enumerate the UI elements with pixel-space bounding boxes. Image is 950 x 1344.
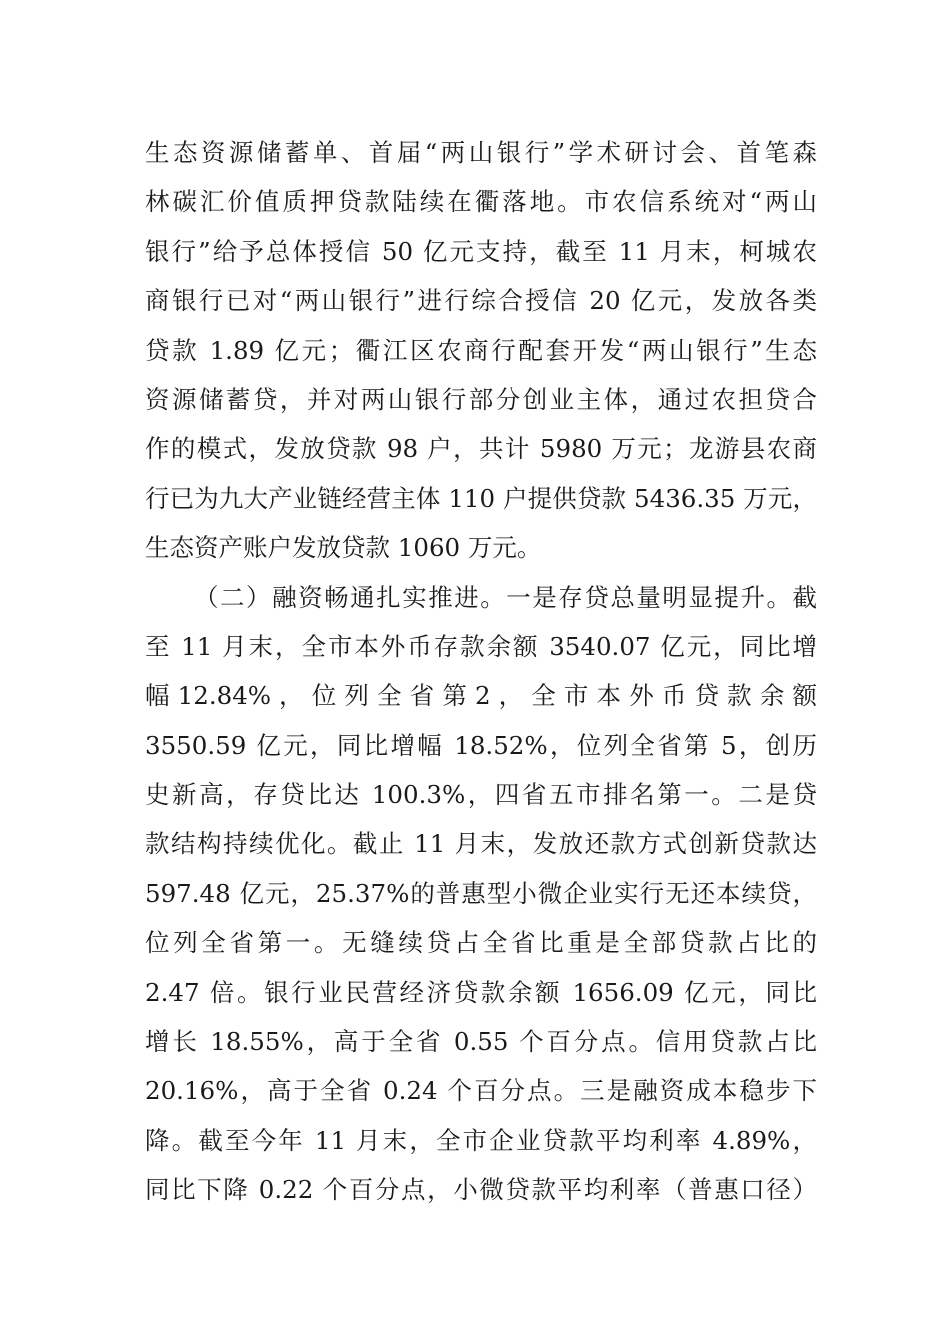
text-line: 增长 18.55%，高于全省 0.55 个百分点。信用贷款占比 (145, 1027, 817, 1057)
text-line: 降。截至今年 11 月末，全市企业贷款平均利率 4.89%， (145, 1125, 817, 1155)
text-line: 银行”给予总体授信 50 亿元支持，截至 11 月末，柯城农 (145, 236, 817, 266)
text-line: 幅 12.84% ， 位 列 全 省 第 2 ， 全 市 本 外 币 贷 款 余 额 (145, 681, 817, 711)
text-line: 生态资产账户发放贷款 1060 万元。 (145, 533, 542, 563)
body-text (145, 128, 817, 1215)
text-line: 同比下降 0.22 个百分点，小微贷款平均利率（普惠口径） (145, 1175, 817, 1205)
text-line: 商银行已对“两山银行”进行综合授信 20 亿元，发放各类 (145, 286, 817, 316)
text-line: 作的模式，发放贷款 98 户，共计 5980 万元；龙游县农商 (145, 434, 817, 464)
text-line: 位列全省第一。无缝续贷占全省比重是全部贷款占比的 (145, 928, 817, 958)
text-line: 3550.59 亿元，同比增幅 18.52%，位列全省第 5，创历 (145, 730, 817, 760)
paragraph-first-line: （二）融资畅通扎实推进。一是存贷总量明显提升。截 (194, 582, 817, 612)
text-line: 20.16%，高于全省 0.24 个百分点。三是融资成本稳步下 (145, 1076, 817, 1106)
text-line: 款结构持续优化。截止 11 月末，发放还款方式创新贷款达 (145, 829, 817, 859)
text-line: 贷款 1.89 亿元；衢江区农商行配套开发“两山银行”生态 (145, 335, 817, 365)
text-line: 林碳汇价值质押贷款陆续在衢落地。市农信系统对“两山 (145, 187, 817, 217)
text-line: 2.47 倍。银行业民营经济贷款余额 1656.09 亿元，同比 (145, 977, 817, 1007)
text-line: 资源储蓄贷，并对两山银行部分创业主体，通过农担贷合 (145, 384, 817, 414)
text-line: 597.48 亿元，25.37%的普惠型小微企业实行无还本续贷， (145, 878, 817, 908)
text-line: 至 11 月末，全市本外币存款余额 3540.07 亿元，同比增 (145, 631, 817, 661)
text-line: 史新高，存贷比达 100.3%，四省五市排名第一。二是贷 (145, 780, 817, 810)
text-line: 生态资源储蓄单、首届“两山银行”学术研讨会、首笔森 (145, 138, 817, 167)
text-line: 行已为九大产业链经营主体 110 户提供贷款 5436.35 万元， (145, 483, 817, 513)
